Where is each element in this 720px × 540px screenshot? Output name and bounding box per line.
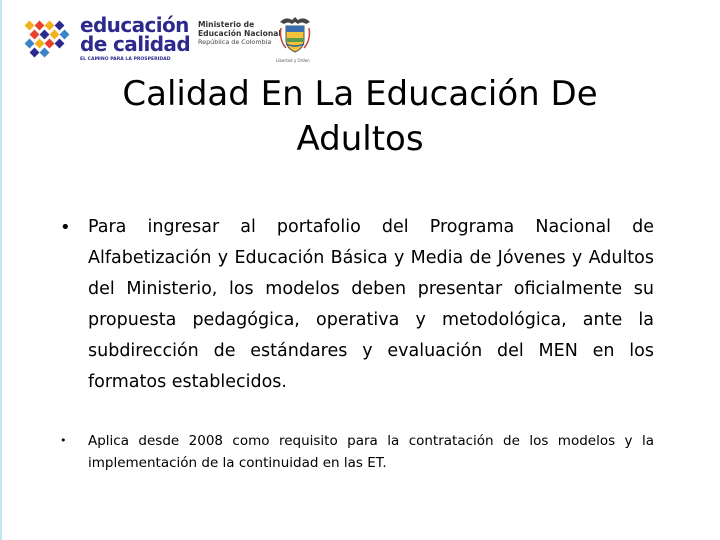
bullet-marker: • — [60, 217, 71, 238]
logo-square — [40, 48, 50, 58]
ministerio-line3: República de Colombia — [198, 38, 272, 46]
slide-title-line2: Adultos — [296, 119, 424, 159]
slide-title — [60, 72, 660, 162]
logo-square — [45, 39, 55, 49]
edu-logo-text — [80, 13, 191, 62]
edu-logo-line2: de calidad — [80, 32, 191, 56]
ministerio-line2: Educación Nacional — [198, 29, 281, 38]
logo-square — [55, 39, 65, 49]
ministerio-line1: Ministerio de — [198, 20, 255, 29]
logo-square — [35, 39, 45, 49]
left-border-line — [0, 0, 2, 540]
ministerio-motto: Libertad y Orden — [276, 58, 310, 63]
logo-square — [25, 21, 35, 31]
logo-square — [25, 39, 35, 49]
bullet-list — [60, 212, 654, 474]
logo-square — [30, 48, 40, 58]
educacion-de-calidad-logo — [24, 13, 191, 62]
colombia-coat-of-arms-icon — [278, 14, 312, 58]
logo-square — [60, 30, 70, 40]
bullet-text: Para ingresar al portafolio del Programa Nacional de Alfabetización y Educación Básica y Media de Jóvenes y Adultos del Ministerio, los modelos deben presentar oficialmente su propuesta pedagógica, operativa y metodológica, ante la subdirección de estándares y evaluación del MEN en los formatos establecidos. — [88, 217, 654, 392]
logo-square — [30, 30, 40, 40]
ministerio-logo — [198, 20, 320, 64]
bullet-item — [60, 212, 654, 398]
slide-title-line1: Calidad En La Educación De — [122, 74, 598, 114]
edu-logo-line1: educación — [80, 13, 189, 37]
logo-square — [45, 21, 55, 31]
logo-square — [35, 21, 45, 31]
bullet-marker: • — [60, 434, 67, 447]
edu-logo-tagline: EL CAMINO PARA LA PROSPERIDAD — [80, 57, 171, 62]
logo-square — [50, 30, 60, 40]
logo-square — [40, 30, 50, 40]
logo-square — [55, 21, 65, 31]
bullet-item — [60, 430, 654, 474]
ministerio-logo-text — [198, 20, 281, 47]
logo-squares-icon — [24, 20, 74, 58]
bullet-text: Aplica desde 2008 como requisito para la contratación de los modelos y la implementación de la continuidad en las ET. — [88, 433, 654, 471]
